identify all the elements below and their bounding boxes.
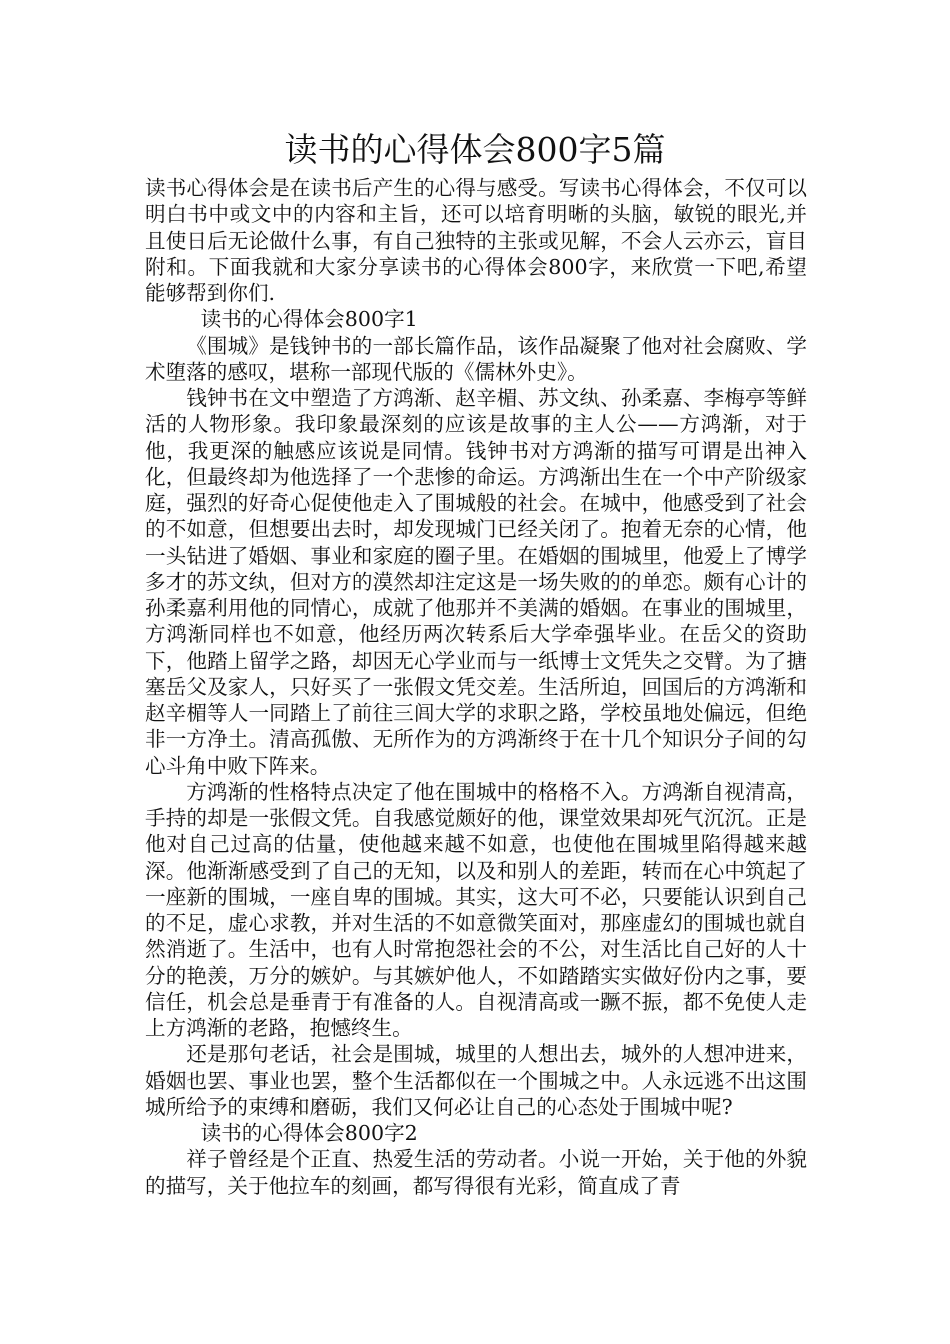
document-body [145,175,807,1199]
body-paragraph: 方鸿渐的性格特点决定了他在围城中的格格不入。方鸿渐自视清高，手持的却是一张假文凭。自我感觉颇好的他，课堂效果却死气沉沉。正是他对自己过高的估量，使他越来越不如意，也使他在围城里陷得越来越深。他渐渐感受到了自己的无知，以及和别人的差距，转而在心中筑起了一座新的围城，一座自卑的围城。其实，这大可不必，只要能认识到自己的不足，虚心求教，并对生活的不如意微笑面对，那座虚幻的围城也就自然消逝了。生活中，也有人时常抱怨社会的不公，对生活比自己好的人十分的艳羡，万分的嫉妒。与其嫉妒他人，不如踏踏实实做好份内之事，要信任，机会总是垂青于有准备的人。自视清高或一蹶不振，都不免使人走上方鸿渐的老路，抱憾终生。 [145,779,807,1040]
intro-paragraph: 读书心得体会是在读书后产生的心得与感受。写读书心得体会，不仅可以明白书中或文中的内容和主旨，还可以培育明晰的头脑，敏锐的眼光,并且使日后无论做什么事，有自己独特的主张或见解，不会人云亦云，盲目附和。下面我就和大家分享读书的心得体会800字，来欣赏一下吧,希望能够帮到你们. [145,176,807,305]
section-heading-2: 读书的心得体会800字2 [200,1121,418,1145]
body-paragraph: 钱钟书在文中塑造了方鸿渐、赵辛楣、苏文纨、孙柔嘉、李梅亭等鲜活的人物形象。我印象最深刻的应该是故事的主人公——方鸿渐，对于他，我更深的触感应该说是同情。钱钟书对方鸿渐的描写可谓是出神入化，但最终却为他选择了一个悲惨的命运。方鸿渐出生在一个中产阶级家庭，强烈的好奇心促使他走入了围城般的社会。在城中，他感受到了社会的不如意，但想要出去时，却发现城门已经关闭了。抱着无奈的心情，他一头钻进了婚姻、事业和家庭的圈子里。在婚姻的围城里，他爱上了博学多才的苏文纨，但对方的漠然却注定这是一场失败的的单恋。颇有心计的孙柔嘉利用他的同情心，成就了他那并不美满的婚姻。在事业的围城里，方鸿渐同样也不如意，他经历两次转系后大学牵强毕业。在岳父的资助下，他踏上留学之路，却因无心学业而与一纸博士文凭失之交臂。为了搪塞岳父及家人，只好买了一张假文凭交差。生活所迫，回国后的方鸿渐和赵辛楣等人一同踏上了前往三闾大学的求职之路，学校虽地处偏远，但绝非一方净土。清高孤傲、无所作为的方鸿渐终于在十几个知识分子间的勾心斗角中败下阵来。 [145,386,807,778]
body-paragraph: 还是那句老话，社会是围城，城里的人想出去，城外的人想冲进来，婚姻也罢、事业也罢，整个生活都似在一个围城之中。人永远逃不出这围城所给予的束缚和磨砺，我们又何必让自己的心态处于围城中呢? [145,1042,807,1119]
document-title: 读书的心得体会800字5篇 [284,130,666,169]
section-heading-1: 读书的心得体会800字1 [200,307,418,332]
body-paragraph: 《围城》是钱钟书的一部长篇作品，该作品凝聚了他对社会腐败、学术堕落的感叹，堪称一部现代版的《儒林外史》。 [145,333,807,384]
body-paragraph: 祥子曾经是个正直、热爱生活的劳动者。小说一开始，关于他的外貌的描写，关于他拉车的刻画，都写得很有光彩，简直成了青 [145,1147,807,1198]
